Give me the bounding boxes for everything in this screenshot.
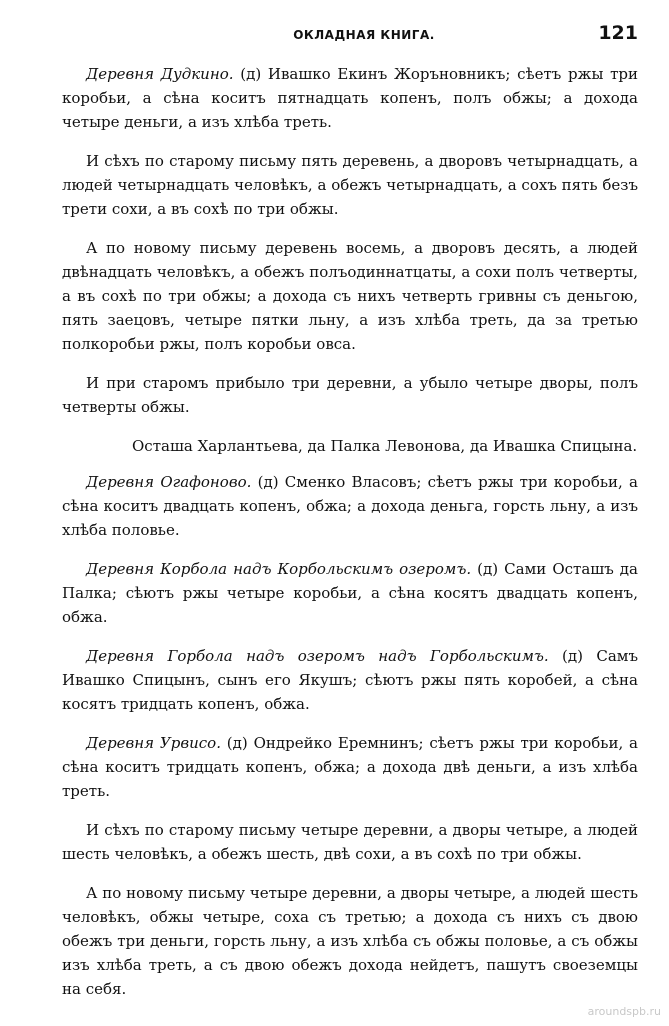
paragraph-old-census-2 [62,818,638,866]
paragraph-gorbola [62,644,638,716]
village-heading: Деревня Урвисо. [86,734,221,752]
village-heading: Деревня Горбола надъ озеромъ надъ Горбольскимъ. [86,647,549,665]
paragraph-new-census-1 [62,236,638,356]
page-number: 121 [598,22,638,44]
village-heading: Деревня Огафоново. [86,473,252,491]
village-heading: Деревня Корбола надъ Корбольскимъ озеромъ. [86,560,472,578]
paragraph-urviso [62,731,638,803]
paragraph-korbola [62,557,638,629]
paragraph-ogafonovo [62,470,638,542]
watermark: aroundspb.ru [587,1005,661,1018]
paragraph-text: (д) Сменко Власовъ; сѣетъ ржы три коробьи, а сѣна коситъ двадцать копенъ, обжа; а дохода деньга, горсть льну, а изъ хлѣба половье. [62,473,638,539]
paragraph-dudkino [62,62,638,134]
paragraph-text: И сѣхъ по старому письму пять деревень, а дворовъ четырнадцать, а людей четырнадцать человѣкъ, а обежъ четырнадцать, а сохъ пять безъ трети сохи, а въ сохѣ по три обжы. [62,152,638,218]
running-head [90,22,638,46]
paragraph-text: А по новому письму деревень восемь, а дворовъ десять, а людей двѣнадцать человѣкъ, а обежъ полъодиннатцаты, а сохи полъ четверты, а въ сохѣ по три обжы; а дохода съ нихъ четверть гривны съ деньгою, пять заецовъ, четыре пятки льну, а изъ хлѣба треть, да за третью полкоробьи ржы, полъ коробьи овса. [62,239,638,353]
paragraph-text: И сѣхъ по старому письму четыре деревни, а дворы четыре, а людей шесть человѣкъ, а обежъ шесть, двѣ сохи, а въ сохѣ по три обжы. [62,821,638,863]
text-block [62,62,638,1016]
paragraph-text: (д) Сами Осташъ да Палка; сѣютъ ржы четыре коробьи, а сѣна косятъ двадцать копенъ, обжа. [62,560,638,626]
paragraph-text: А по новому письму четыре деревни, а дворы четыре, а людей шесть человѣкъ, обжы четыре, соха съ третью; а дохода съ нихъ съ двою обежъ три деньги, горсть льну, а изъ хлѣба съ обжы половье, а съ обжы изъ хлѣба треть, а съ двою обежъ дохода нейдетъ, пашутъ своеземцы на себя. [62,884,638,998]
paragraph-comparison [62,371,638,419]
paragraph-text: (д) Самъ Ивашко Спицынъ, сынъ его Якушъ; сѣютъ ржы пять коробей, а сѣна косятъ тридцать копенъ, обжа. [62,647,638,713]
paragraph-new-census-2 [62,881,638,1001]
section-heading: Осташа Харлантьева, да Палка Левонова, да Ивашка Спицына. [132,437,638,455]
village-heading: Деревня Дудкино. [86,65,234,83]
paragraph-old-census-1 [62,149,638,221]
paragraph-text: (д) Ондрейко Еремнинъ; сѣетъ ржы три коробьи, а сѣна коситъ тридцать копенъ, обжа; а дохода двѣ деньги, а изъ хлѣба треть. [62,734,638,800]
paragraph-text: (д) Ивашко Екинъ Жоръновникъ; сѣетъ ржы три коробьи, а сѣна коситъ пятнадцать копенъ, полъ обжы; а дохода четыре деньги, а изъ хлѣба треть. [62,65,639,131]
running-title: ОКЛАДНАЯ КНИГА. [293,28,435,42]
paragraph-text: И при старомъ прибыло три деревни, а убыло четыре дворы, полъ четверты обжы. [62,374,638,416]
